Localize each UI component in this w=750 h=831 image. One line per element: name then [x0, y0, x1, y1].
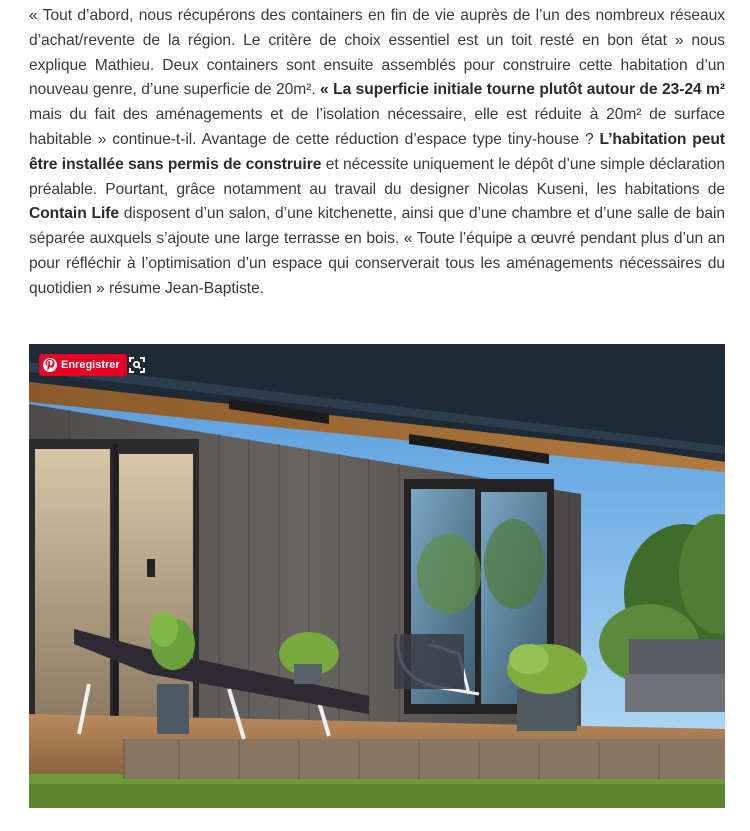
article-paragraph: [29, 4, 725, 302]
pinterest-icon: [43, 358, 57, 372]
visual-search-button[interactable]: [126, 354, 148, 376]
visual-search-icon: [129, 357, 145, 373]
photo-illustration: [29, 344, 725, 808]
article-text-2: mais du fait des aménagements et de l’isolation nécessaire, elle est réduite à 20m² de surface habitable » continue-t-il. Avantage de cette réduction d’espace type tiny-house ?: [29, 106, 725, 148]
pinterest-save-label: Enregistrer: [61, 359, 120, 371]
article-text-1: « Tout d’abord, nous récupérons des containers en fin de vie auprès de l’un des nombreux réseaux d’achat/revente de la région. Le critère de choix essentiel est un toit resté en bon état » nous explique Mathieu. Deux containers sont ensuite assemblés pour construire cette habitation d’un nouveau genre, d’une superficie de 20m².: [29, 7, 725, 99]
container-house-photo: [29, 344, 725, 808]
article-bold-2: L’habitation peut être installée sans permis de construire: [29, 130, 725, 173]
article-text-4: disposent d’un salon, d’une kitchenette, ainsi que d’une chambre et d’une salle de bain séparée auxquels s’ajoute une large terrasse en bois. « Toute l’équipe a œuvré pendant plus d’un an pour réfléchir à l’optimisation d’un espace qui conserverait tous les aménagements nécessaires du quotidien » résume Jean-Baptiste.: [29, 205, 725, 297]
article-bold-1: « La superficie initiale tourne plutôt autour de 23-24 m²: [320, 81, 725, 99]
article-bold-3: Contain Life: [29, 205, 119, 223]
pinterest-save-button[interactable]: [39, 354, 127, 376]
article-text-3: et nécessite uniquement le dépôt d’une simple déclaration préalable. Pourtant, grâce notamment au travail du designer Nicolas Kuseni, les habitations de: [29, 155, 725, 198]
